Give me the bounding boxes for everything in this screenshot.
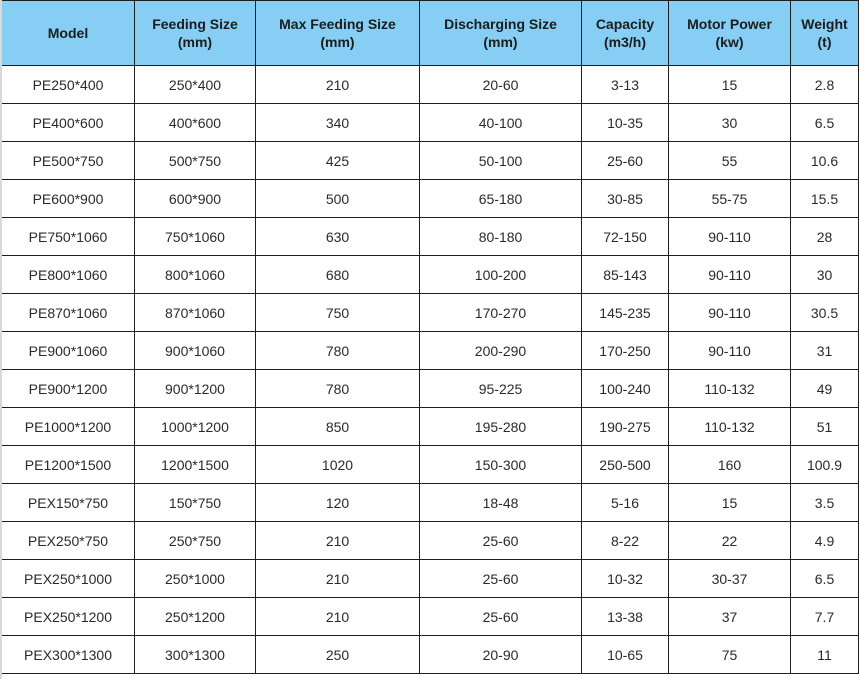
cell-feeding-size: 900*1060 [135,332,256,370]
cell-max-feeding-size: 780 [256,332,420,370]
cell-feeding-size: 800*1060 [135,256,256,294]
table-row [2,104,859,142]
cell-model: PEX250*1000 [2,560,135,598]
cell-max-feeding-size: 680 [256,256,420,294]
header-unit: (mm) [483,34,518,50]
table-row [2,218,859,256]
cell-model: PEX250*1200 [2,598,135,636]
cell-discharging-size: 170-270 [420,294,582,332]
table-row [2,142,859,180]
cell-feeding-size: 250*1200 [135,598,256,636]
cell-discharging-size: 50-100 [420,142,582,180]
cell-motor-power: 15 [669,484,791,522]
cell-feeding-size: 500*750 [135,142,256,180]
cell-weight: 30 [791,256,859,294]
cell-motor-power: 15 [669,66,791,104]
cell-discharging-size: 25-60 [420,522,582,560]
cell-model: PE250*400 [2,66,135,104]
header-label: Max Feeding Size [279,16,396,32]
cell-discharging-size: 200-290 [420,332,582,370]
table-row [2,446,859,484]
cell-discharging-size: 20-60 [420,66,582,104]
table-header [2,1,859,66]
header-cell-max-feeding-size [256,1,420,66]
header-unit: (mm) [320,34,355,50]
header-cell-motor-power [669,1,791,66]
cell-model: PE600*900 [2,180,135,218]
cell-motor-power: 30-37 [669,560,791,598]
header-cell-capacity [582,1,669,66]
cell-capacity: 25-60 [582,142,669,180]
cell-discharging-size: 195-280 [420,408,582,446]
header-label: Weight [801,16,848,32]
cell-max-feeding-size: 210 [256,560,420,598]
cell-motor-power: 22 [669,522,791,560]
cell-feeding-size: 400*600 [135,104,256,142]
cell-capacity: 13-38 [582,598,669,636]
cell-discharging-size: 65-180 [420,180,582,218]
cell-max-feeding-size: 210 [256,66,420,104]
cell-model: PE900*1200 [2,370,135,408]
cell-weight: 11 [791,636,859,674]
table-row [2,636,859,674]
cell-motor-power: 90-110 [669,294,791,332]
cell-model: PE800*1060 [2,256,135,294]
cell-weight: 31 [791,332,859,370]
cell-capacity: 145-235 [582,294,669,332]
cell-discharging-size: 100-200 [420,256,582,294]
header-unit: (m3/h) [604,34,646,50]
cell-feeding-size: 250*400 [135,66,256,104]
table-row [2,370,859,408]
table-row [2,522,859,560]
jaw-crusher-spec-table [1,0,859,674]
cell-feeding-size: 150*750 [135,484,256,522]
cell-weight: 7.7 [791,598,859,636]
cell-max-feeding-size: 210 [256,598,420,636]
cell-capacity: 10-35 [582,104,669,142]
header-unit: (t) [817,34,832,50]
cell-motor-power: 90-110 [669,332,791,370]
header-label: Feeding Size [152,16,238,32]
cell-max-feeding-size: 120 [256,484,420,522]
cell-model: PE900*1060 [2,332,135,370]
table-row [2,180,859,218]
cell-weight: 100.9 [791,446,859,484]
table-body [2,66,859,674]
cell-weight: 6.5 [791,560,859,598]
cell-model: PE870*1060 [2,294,135,332]
cell-max-feeding-size: 210 [256,522,420,560]
table-row [2,66,859,104]
cell-max-feeding-size: 750 [256,294,420,332]
cell-weight: 4.9 [791,522,859,560]
cell-weight: 10.6 [791,142,859,180]
cell-model: PE1200*1500 [2,446,135,484]
table-row [2,294,859,332]
cell-motor-power: 75 [669,636,791,674]
cell-discharging-size: 80-180 [420,218,582,256]
cell-max-feeding-size: 630 [256,218,420,256]
cell-discharging-size: 20-90 [420,636,582,674]
header-label: Capacity [595,16,655,32]
cell-capacity: 5-16 [582,484,669,522]
cell-motor-power: 160 [669,446,791,484]
cell-feeding-size: 750*1060 [135,218,256,256]
cell-feeding-size: 1000*1200 [135,408,256,446]
cell-motor-power: 110-132 [669,408,791,446]
cell-feeding-size: 250*1000 [135,560,256,598]
cell-feeding-size: 870*1060 [135,294,256,332]
cell-model: PEX150*750 [2,484,135,522]
cell-capacity: 190-275 [582,408,669,446]
cell-feeding-size: 900*1200 [135,370,256,408]
cell-discharging-size: 95-225 [420,370,582,408]
header-cell-discharging-size [420,1,582,66]
header-row [2,1,859,66]
cell-discharging-size: 25-60 [420,560,582,598]
header-label: Model [47,25,89,41]
cell-discharging-size: 40-100 [420,104,582,142]
cell-discharging-size: 25-60 [420,598,582,636]
cell-capacity: 250-500 [582,446,669,484]
table-row [2,332,859,370]
cell-weight: 28 [791,218,859,256]
cell-max-feeding-size: 780 [256,370,420,408]
cell-model: PEX300*1300 [2,636,135,674]
cell-max-feeding-size: 340 [256,104,420,142]
cell-capacity: 30-85 [582,180,669,218]
cell-weight: 30.5 [791,294,859,332]
cell-feeding-size: 600*900 [135,180,256,218]
cell-feeding-size: 300*1300 [135,636,256,674]
cell-max-feeding-size: 1020 [256,446,420,484]
cell-capacity: 8-22 [582,522,669,560]
cell-capacity: 72-150 [582,218,669,256]
table-row [2,560,859,598]
table-row [2,598,859,636]
cell-capacity: 10-32 [582,560,669,598]
cell-motor-power: 55 [669,142,791,180]
table-row [2,256,859,294]
cell-weight: 2.8 [791,66,859,104]
cell-motor-power: 90-110 [669,256,791,294]
header-cell-model [2,1,135,66]
header-cell-weight [791,1,859,66]
cell-weight: 51 [791,408,859,446]
cell-weight: 15.5 [791,180,859,218]
cell-motor-power: 110-132 [669,370,791,408]
cell-motor-power: 37 [669,598,791,636]
header-label: Motor Power [687,16,772,32]
cell-discharging-size: 18-48 [420,484,582,522]
cell-weight: 6.5 [791,104,859,142]
cell-motor-power: 90-110 [669,218,791,256]
cell-motor-power: 30 [669,104,791,142]
cell-capacity: 85-143 [582,256,669,294]
cell-capacity: 3-13 [582,66,669,104]
cell-weight: 49 [791,370,859,408]
cell-feeding-size: 1200*1500 [135,446,256,484]
cell-weight: 3.5 [791,484,859,522]
cell-max-feeding-size: 500 [256,180,420,218]
header-unit: (mm) [177,34,213,50]
table-row [2,408,859,446]
cell-max-feeding-size: 850 [256,408,420,446]
cell-capacity: 100-240 [582,370,669,408]
header-unit: (kw) [715,34,744,50]
cell-motor-power: 55-75 [669,180,791,218]
cell-model: PEX250*750 [2,522,135,560]
cell-max-feeding-size: 250 [256,636,420,674]
cell-model: PE400*600 [2,104,135,142]
cell-feeding-size: 250*750 [135,522,256,560]
cell-model: PE750*1060 [2,218,135,256]
header-label: Discharging Size [444,16,557,32]
cell-max-feeding-size: 425 [256,142,420,180]
cell-capacity: 170-250 [582,332,669,370]
header-cell-feeding-size [135,1,256,66]
cell-discharging-size: 150-300 [420,446,582,484]
cell-model: PE1000*1200 [2,408,135,446]
cell-capacity: 10-65 [582,636,669,674]
cell-model: PE500*750 [2,142,135,180]
table-row [2,484,859,522]
